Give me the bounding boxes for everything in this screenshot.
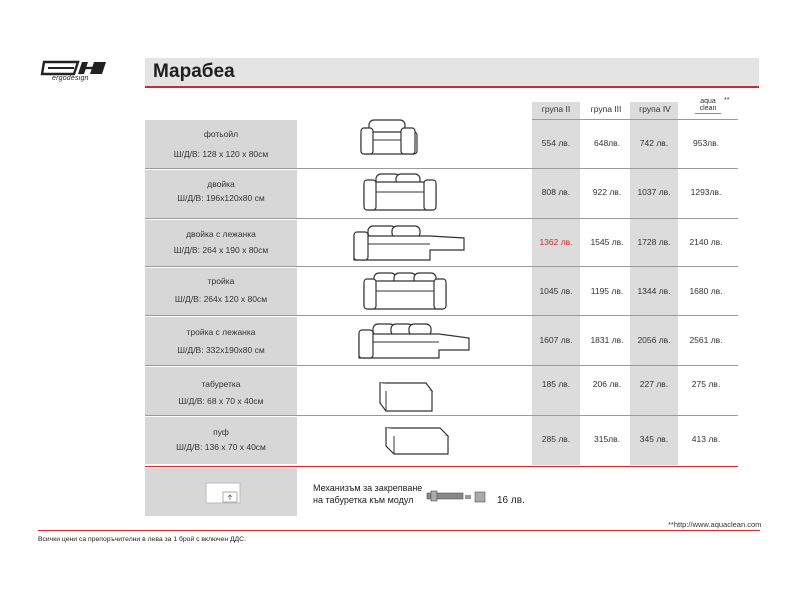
sofa-icon — [360, 269, 450, 313]
product-cell — [145, 170, 297, 218]
price-aquaclean: 1680 лв. — [689, 286, 723, 296]
price-group-iv: 1344 лв. — [637, 286, 671, 296]
table-bottom-line — [145, 466, 738, 467]
title-underline — [145, 86, 759, 88]
sofa-chaise-icon — [355, 318, 475, 362]
price-group-iv: 1037 лв. — [637, 187, 671, 197]
ottoman-icon — [370, 377, 440, 413]
product-name: тройка с лежанка — [186, 327, 256, 337]
product-name: двойка с лежанка — [186, 229, 256, 239]
price-group-ii: 554 лв. — [541, 138, 571, 148]
product-cell — [145, 120, 297, 168]
price-group-ii: 808 лв. — [541, 187, 571, 197]
title-bar — [145, 58, 759, 86]
product-name: тройка — [207, 276, 235, 286]
header-group-iv: група IV — [639, 104, 671, 114]
mechanism-bracket-icon — [425, 490, 489, 504]
price-group-iv: 742 лв. — [639, 138, 669, 148]
product-dimensions: Ш/Д/В: 264 х 190 х 80см — [173, 245, 269, 255]
price-group-iv: 2056 лв. — [637, 335, 671, 345]
price-group-iv: 1728 лв. — [637, 237, 671, 247]
price-group-iv: 227 лв. — [639, 379, 669, 389]
mechanism-description — [313, 482, 422, 506]
armchair-icon — [355, 118, 425, 158]
mechanism-image-cell — [145, 468, 297, 516]
price-aquaclean: 1293лв. — [690, 187, 722, 197]
row-divider — [145, 218, 738, 219]
price-aquaclean: 413 лв. — [691, 434, 721, 444]
price-aquaclean: 275 лв. — [691, 379, 721, 389]
product-name: фотьойл — [203, 129, 239, 139]
price-group-iii: 206 лв. — [592, 379, 622, 389]
price-group-iv: 345 лв. — [639, 434, 669, 444]
price-group-iii: 315лв. — [593, 434, 621, 444]
product-cell — [145, 367, 297, 415]
row-divider — [145, 415, 738, 416]
aquaclean-label: aqua clean — [699, 98, 717, 112]
product-dimensions: Ш/Д/В: 68 х 70 х 40см — [178, 396, 264, 406]
footer-note: Всички цени са препоръчителни в лева за 1 брой с включен ДДС. — [38, 536, 246, 543]
header-group-ii: група II — [541, 104, 571, 114]
module-connector-icon — [205, 482, 241, 504]
product-cell — [145, 220, 297, 266]
price-group-iii: 922 лв. — [592, 187, 622, 197]
product-dimensions: Ш/Д/В: 264х 120 х 80см — [174, 294, 268, 304]
row-divider — [145, 168, 738, 169]
product-dimensions: Ш/Д/В: 136 х 70 х 40см — [176, 442, 266, 452]
aquaclean-url-note: **http://www.aquaclean.com — [668, 520, 762, 529]
header-group-iii: група III — [590, 104, 622, 114]
header-line — [532, 119, 738, 120]
product-name: табуретка — [201, 379, 241, 389]
group-ii-column-bg — [532, 102, 580, 465]
product-cell — [145, 317, 297, 365]
row-divider — [145, 365, 738, 366]
product-dimensions: Ш/Д/В: 196х120х80 см — [177, 193, 265, 203]
price-aquaclean: 953лв. — [692, 138, 720, 148]
price-group-iii: 648лв. — [593, 138, 621, 148]
pouf-icon — [378, 424, 452, 458]
row-divider — [145, 315, 738, 316]
price-group-iii: 1831 лв. — [590, 335, 624, 345]
loveseat-chaise-icon — [350, 220, 470, 264]
product-name: двойка — [207, 179, 235, 189]
logo-text: ergodesign — [52, 75, 89, 82]
product-name: пуф — [213, 427, 229, 437]
mechanism-line-1: Механизъм за закрепване — [313, 483, 423, 493]
product-cell — [145, 417, 297, 464]
price-aquaclean: 2140 лв. — [689, 237, 723, 247]
price-group-ii: 1607 лв. — [539, 335, 573, 345]
product-dimensions: Ш/Д/В: 128 х 120 х 80см — [173, 149, 269, 159]
mechanism-line-2: на табуретка към модул — [313, 495, 414, 505]
page-title: Марабеа — [153, 61, 235, 82]
price-group-ii: 1045 лв. — [539, 286, 573, 296]
aquaclean-logo — [693, 97, 733, 117]
row-divider — [145, 266, 738, 267]
aquaclean-mark: ** — [724, 97, 730, 104]
loveseat-icon — [360, 170, 440, 214]
price-group-ii: 1362 лв. — [539, 237, 573, 247]
product-cell — [145, 268, 297, 315]
price-group-ii: 185 лв. — [541, 379, 571, 389]
price-group-iii: 1545 лв. — [590, 237, 624, 247]
price-group-iii: 1195 лв. — [590, 286, 624, 296]
product-dimensions: Ш/Д/В: 332х190х80 см — [177, 345, 265, 355]
aquaclean-underline — [695, 113, 721, 114]
group-iv-column-bg — [630, 102, 678, 465]
mechanism-price: 16 лв. — [497, 495, 525, 506]
price-group-ii: 285 лв. — [541, 434, 571, 444]
price-aquaclean: 2561 лв. — [689, 335, 723, 345]
footer-line — [38, 530, 760, 531]
